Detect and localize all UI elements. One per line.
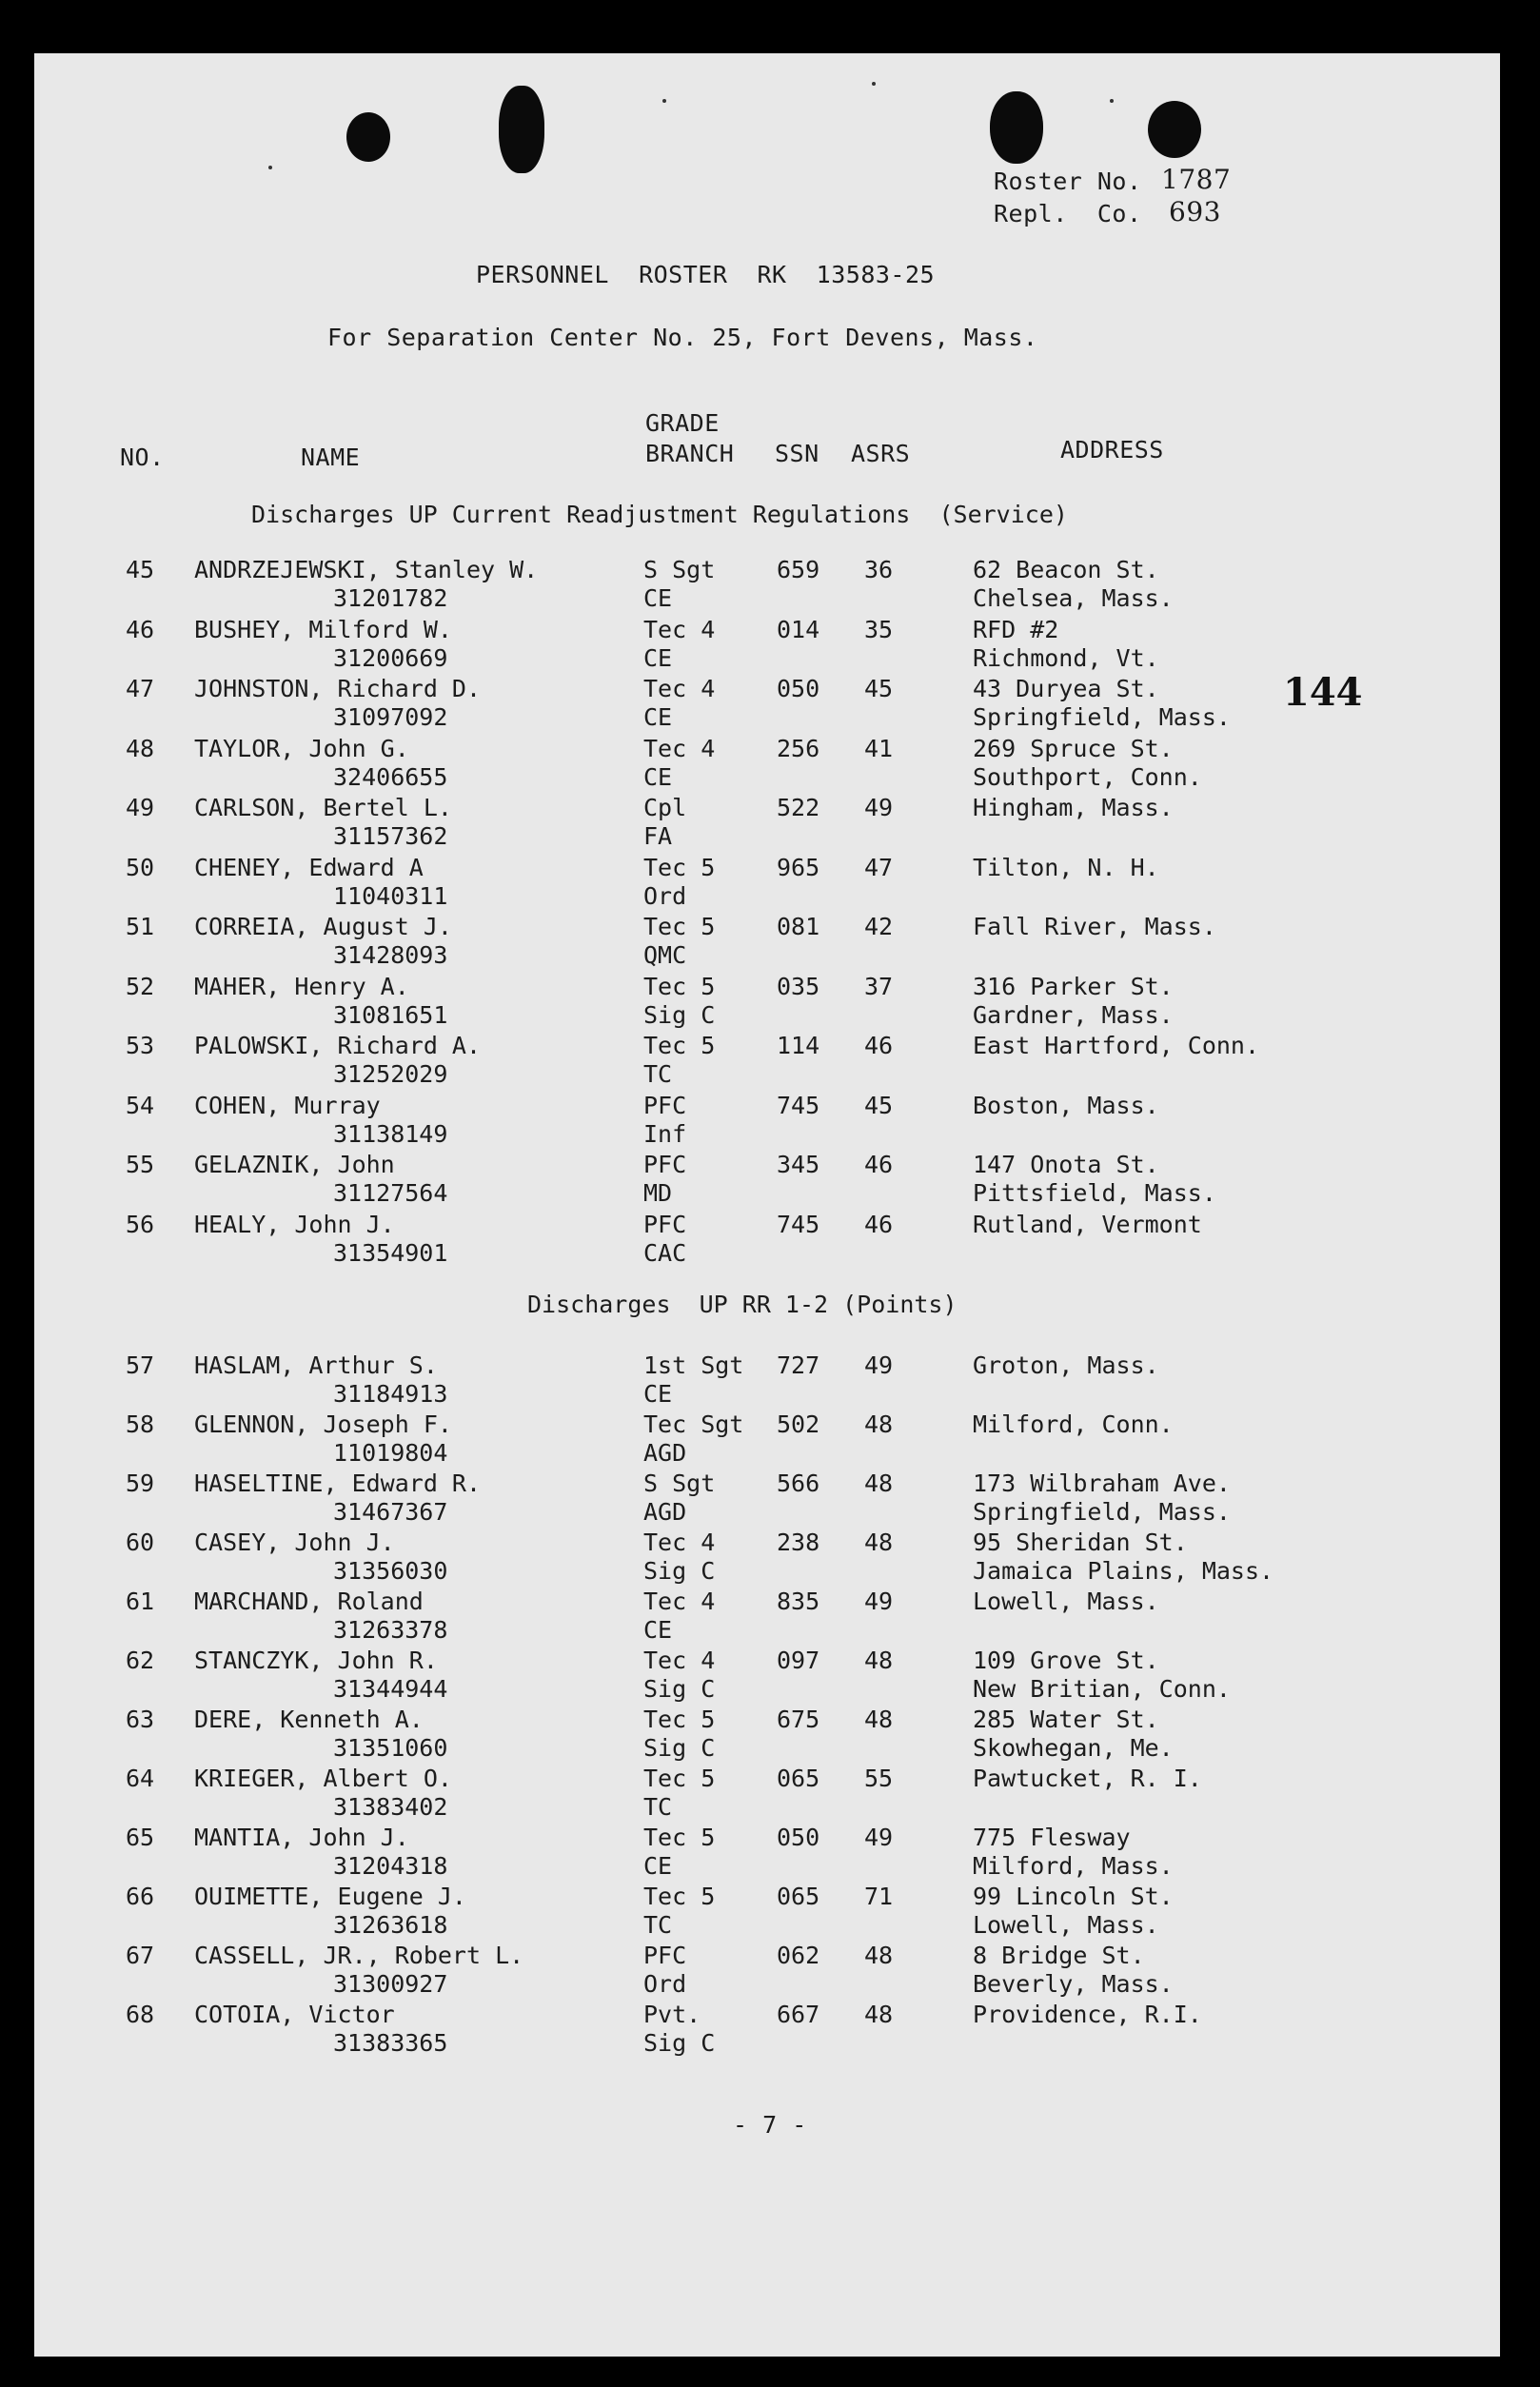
grade: Tec 4	[643, 675, 716, 702]
serial-number: 31467367	[333, 1498, 448, 1526]
asrs-score: 49	[864, 1588, 894, 1615]
grade: Pvt.	[643, 2001, 701, 2028]
asrs-score: 49	[864, 1351, 894, 1379]
branch: FA	[643, 822, 673, 850]
row-number: 59	[126, 1470, 155, 1497]
speck	[662, 99, 666, 103]
address-line-1: Pawtucket, R. I.	[973, 1765, 1202, 1792]
roster-row	[34, 1351, 1500, 1410]
soldier-name: COHEN, Murray	[194, 1091, 381, 1119]
serial-number: 31127564	[333, 1179, 448, 1207]
address-line-2: Milford, Mass.	[973, 1852, 1174, 1880]
punch-hole	[346, 112, 390, 162]
grade: Tec 5	[643, 853, 716, 881]
row-number: 49	[126, 794, 155, 821]
grade: Tec 5	[643, 1706, 716, 1733]
asrs-score: 71	[864, 1883, 894, 1910]
serial-number: 31081651	[333, 1000, 448, 1029]
branch: TC	[643, 1911, 673, 1939]
grade: Tec 5	[643, 972, 716, 1000]
ssn: 035	[777, 972, 820, 1000]
asrs-score: 55	[864, 1765, 894, 1792]
serial-number: 31351060	[333, 1734, 448, 1762]
roster-row	[34, 735, 1500, 794]
asrs-score: 45	[864, 675, 894, 702]
asrs-score: 37	[864, 972, 894, 1000]
grade: PFC	[643, 1210, 687, 1238]
punch-hole	[990, 91, 1043, 164]
col-header-branch: BRANCH	[645, 440, 735, 467]
col-header-no: NO.	[120, 444, 165, 471]
grade: PFC	[643, 1091, 687, 1119]
roster-row	[34, 1470, 1500, 1529]
serial-number: 31097092	[333, 703, 448, 731]
address-line-1: 99 Lincoln St.	[973, 1883, 1174, 1910]
asrs-score: 46	[864, 1210, 894, 1238]
ssn: 522	[777, 794, 820, 821]
branch: MD	[643, 1179, 673, 1207]
row-number: 55	[126, 1151, 155, 1178]
serial-number: 31428093	[333, 941, 448, 969]
soldier-name: PALOWSKI, Richard A.	[194, 1032, 482, 1059]
soldier-name: MAHER, Henry A.	[194, 972, 409, 1000]
grade: Tec 4	[643, 1647, 716, 1674]
address-line-2: Gardner, Mass.	[973, 1000, 1174, 1029]
roster-row	[34, 1647, 1500, 1706]
serial-number: 31383402	[333, 1793, 448, 1821]
address-line-1: 147 Onota St.	[973, 1151, 1159, 1178]
roster-no-value: 1787	[1161, 164, 1232, 195]
row-number: 48	[126, 734, 155, 762]
serial-number: 31383365	[333, 2029, 448, 2057]
row-number: 57	[126, 1351, 155, 1379]
ssn: 114	[777, 1032, 820, 1059]
soldier-name: KRIEGER, Albert O.	[194, 1765, 452, 1792]
address-line-1: 316 Parker St.	[973, 972, 1174, 1000]
soldier-name: GELAZNIK, John	[194, 1151, 395, 1178]
ssn: 065	[777, 1765, 820, 1792]
roster-row	[34, 973, 1500, 1032]
asrs-score: 49	[864, 1824, 894, 1851]
section-heading-service: Discharges UP Current Readjustment Regulations (Service)	[251, 501, 1068, 528]
row-number: 50	[126, 853, 155, 881]
grade: Tec 4	[643, 615, 716, 643]
branch: CE	[643, 584, 673, 612]
branch: AGD	[643, 1498, 687, 1526]
ssn: 745	[777, 1091, 820, 1119]
ssn: 659	[777, 556, 820, 583]
punch-hole	[1148, 101, 1201, 158]
asrs-score: 35	[864, 615, 894, 643]
branch: CE	[643, 1380, 673, 1408]
roster-title: PERSONNEL ROSTER RK 13583-25	[476, 261, 936, 288]
row-number: 56	[126, 1210, 155, 1238]
soldier-name: TAYLOR, John G.	[194, 734, 409, 762]
row-number: 62	[126, 1647, 155, 1674]
branch: Sig C	[643, 1734, 716, 1762]
grade: 1st Sgt	[643, 1351, 744, 1379]
serial-number: 31344944	[333, 1675, 448, 1703]
soldier-name: COTOIA, Victor	[194, 2001, 395, 2028]
row-number: 64	[126, 1765, 155, 1792]
address-line-1: 95 Sheridan St.	[973, 1529, 1188, 1556]
branch: Sig C	[643, 1000, 716, 1029]
soldier-name: STANCZYK, John R.	[194, 1647, 438, 1674]
row-number: 66	[126, 1883, 155, 1910]
grade: S Sgt	[643, 1470, 716, 1497]
soldier-name: BUSHEY, Milford W.	[194, 615, 452, 643]
soldier-name: CHENEY, Edward A	[194, 853, 424, 881]
branch: Ord	[643, 1970, 687, 1998]
ssn: 062	[777, 1942, 820, 1969]
asrs-score: 48	[864, 1706, 894, 1733]
ssn: 727	[777, 1351, 820, 1379]
roster-row	[34, 1883, 1500, 1942]
ssn: 081	[777, 913, 820, 940]
asrs-score: 48	[864, 1470, 894, 1497]
grade: Tec 4	[643, 1588, 716, 1615]
address-line-1: Fall River, Mass.	[973, 913, 1216, 940]
serial-number: 11040311	[333, 881, 448, 910]
roster-row	[34, 616, 1500, 675]
ssn: 345	[777, 1151, 820, 1178]
grade: Tec 5	[643, 1824, 716, 1851]
soldier-name: CASSELL, JR., Robert L.	[194, 1942, 524, 1969]
asrs-score: 36	[864, 556, 894, 583]
grade: Tec 4	[643, 734, 716, 762]
address-line-1: 62 Beacon St.	[973, 556, 1159, 583]
serial-number: 31184913	[333, 1380, 448, 1408]
row-number: 45	[126, 556, 155, 583]
address-line-1: 109 Grove St.	[973, 1647, 1159, 1674]
row-number: 53	[126, 1032, 155, 1059]
serial-number: 31204318	[333, 1852, 448, 1880]
branch: CE	[643, 643, 673, 672]
page-footer: - 7 -	[733, 2111, 807, 2139]
ssn: 256	[777, 734, 820, 762]
margin-page-number: 144	[1283, 670, 1363, 715]
soldier-name: HASLAM, Arthur S.	[194, 1351, 438, 1379]
roster-row	[34, 794, 1500, 853]
grade: PFC	[643, 1942, 687, 1969]
address-line-1: Boston, Mass.	[973, 1091, 1159, 1119]
roster-row	[34, 675, 1500, 734]
row-number: 65	[126, 1824, 155, 1851]
ssn: 745	[777, 1210, 820, 1238]
speck	[268, 166, 272, 169]
soldier-name: HASELTINE, Edward R.	[194, 1470, 482, 1497]
serial-number: 31300927	[333, 1970, 448, 1998]
col-header-asrs: ASRS	[851, 440, 911, 467]
row-number: 47	[126, 675, 155, 702]
soldier-name: ANDRZEJEWSKI, Stanley W.	[194, 556, 539, 583]
roster-row	[34, 1032, 1500, 1091]
serial-number: 32406655	[333, 762, 448, 791]
ssn: 065	[777, 1883, 820, 1910]
row-number: 58	[126, 1410, 155, 1438]
asrs-score: 48	[864, 1410, 894, 1438]
branch: QMC	[643, 941, 687, 969]
asrs-score: 49	[864, 794, 894, 821]
roster-row	[34, 1706, 1500, 1765]
grade: S Sgt	[643, 556, 716, 583]
asrs-score: 47	[864, 853, 894, 881]
soldier-name: CASEY, John J.	[194, 1529, 395, 1556]
serial-number: 31263378	[333, 1616, 448, 1644]
roster-row	[34, 854, 1500, 913]
address-line-1: Lowell, Mass.	[973, 1588, 1159, 1615]
grade: Tec Sgt	[643, 1410, 744, 1438]
ssn: 667	[777, 2001, 820, 2028]
address-line-2: Lowell, Mass.	[973, 1911, 1159, 1939]
address-line-1: 8 Bridge St.	[973, 1942, 1145, 1969]
address-line-1: East Hartford, Conn.	[973, 1032, 1260, 1059]
ssn: 050	[777, 1824, 820, 1851]
branch: CE	[643, 1616, 673, 1644]
col-header-ssn: SSN	[775, 440, 819, 467]
address-line-2: Pittsfield, Mass.	[973, 1179, 1216, 1207]
soldier-name: CORREIA, August J.	[194, 913, 452, 940]
branch: CE	[643, 762, 673, 791]
grade: Tec 5	[643, 1765, 716, 1792]
branch: TC	[643, 1793, 673, 1821]
roster-row	[34, 1765, 1500, 1824]
address-line-2: Jamaica Plains, Mass.	[973, 1557, 1274, 1585]
branch: CE	[643, 703, 673, 731]
asrs-score: 46	[864, 1032, 894, 1059]
address-line-1: Providence, R.I.	[973, 2001, 1202, 2028]
ssn: 835	[777, 1588, 820, 1615]
soldier-name: GLENNON, Joseph F.	[194, 1410, 452, 1438]
grade: Tec 5	[643, 1883, 716, 1910]
row-number: 68	[126, 2001, 155, 2028]
asrs-score: 42	[864, 913, 894, 940]
ssn: 675	[777, 1706, 820, 1733]
serial-number: 31200669	[333, 643, 448, 672]
address-line-1: Rutland, Vermont	[973, 1210, 1202, 1238]
address-line-1: 285 Water St.	[973, 1706, 1159, 1733]
ssn: 097	[777, 1647, 820, 1674]
serial-number: 11019804	[333, 1439, 448, 1467]
branch: Inf	[643, 1119, 687, 1148]
address-line-1: 269 Spruce St.	[973, 734, 1174, 762]
punch-hole	[499, 86, 544, 173]
row-number: 51	[126, 913, 155, 940]
row-number: 61	[126, 1588, 155, 1615]
ssn: 014	[777, 615, 820, 643]
col-header-grade: GRADE	[645, 409, 720, 437]
roster-row	[34, 1529, 1500, 1588]
roster-row	[34, 1211, 1500, 1270]
address-line-2: Southport, Conn.	[973, 762, 1202, 791]
speck	[1110, 99, 1114, 103]
soldier-name: DERE, Kenneth A.	[194, 1706, 424, 1733]
asrs-score: 48	[864, 2001, 894, 2028]
address-line-1: Groton, Mass.	[973, 1351, 1159, 1379]
roster-row	[34, 1942, 1500, 2001]
grade: PFC	[643, 1151, 687, 1178]
roster-row	[34, 1824, 1500, 1883]
roster-row	[34, 913, 1500, 972]
document-page	[34, 53, 1500, 2357]
soldier-name: MANTIA, John J.	[194, 1824, 409, 1851]
address-line-2: Skowhegan, Me.	[973, 1734, 1174, 1762]
ssn: 238	[777, 1529, 820, 1556]
roster-no-label: Roster No.	[994, 168, 1142, 195]
ssn: 502	[777, 1410, 820, 1438]
serial-number: 31201782	[333, 584, 448, 612]
asrs-score: 48	[864, 1942, 894, 1969]
address-line-2: Springfield, Mass.	[973, 1498, 1231, 1526]
ssn: 050	[777, 675, 820, 702]
soldier-name: CARLSON, Bertel L.	[194, 794, 452, 821]
address-line-1: Tilton, N. H.	[973, 853, 1159, 881]
row-number: 67	[126, 1942, 155, 1969]
speck	[872, 82, 876, 86]
section-heading-points: Discharges UP RR 1-2 (Points)	[527, 1291, 958, 1318]
serial-number: 31252029	[333, 1060, 448, 1088]
soldier-name: MARCHAND, Roland	[194, 1588, 424, 1615]
serial-number: 31157362	[333, 822, 448, 850]
row-number: 63	[126, 1706, 155, 1733]
roster-row	[34, 2001, 1500, 2060]
col-header-name: NAME	[301, 444, 361, 471]
branch: Ord	[643, 881, 687, 910]
roster-subtitle: For Separation Center No. 25, Fort Devens, Mass.	[327, 324, 1038, 351]
asrs-score: 41	[864, 734, 894, 762]
address-line-2: Springfield, Mass.	[973, 703, 1231, 731]
address-line-2: New Britian, Conn.	[973, 1675, 1231, 1703]
roster-row	[34, 1151, 1500, 1210]
serial-number: 31263618	[333, 1911, 448, 1939]
address-line-1: RFD #2	[973, 615, 1059, 643]
address-line-1: Hingham, Mass.	[973, 794, 1174, 821]
roster-row	[34, 1092, 1500, 1151]
ssn: 965	[777, 853, 820, 881]
row-number: 60	[126, 1529, 155, 1556]
branch: AGD	[643, 1439, 687, 1467]
branch: Sig C	[643, 2029, 716, 2057]
soldier-name: OUIMETTE, Eugene J.	[194, 1883, 466, 1910]
asrs-score: 45	[864, 1091, 894, 1119]
row-number: 54	[126, 1091, 155, 1119]
grade: Tec 5	[643, 1032, 716, 1059]
address-line-2: Beverly, Mass.	[973, 1970, 1174, 1998]
roster-row	[34, 1410, 1500, 1470]
row-number: 52	[126, 972, 155, 1000]
grade: Cpl	[643, 794, 687, 821]
branch: Sig C	[643, 1675, 716, 1703]
col-header-address: ADDRESS	[1060, 436, 1164, 464]
grade: Tec 5	[643, 913, 716, 940]
soldier-name: HEALY, John J.	[194, 1210, 395, 1238]
branch: TC	[643, 1060, 673, 1088]
repl-co-label: Repl. Co.	[994, 200, 1142, 227]
branch: CE	[643, 1852, 673, 1880]
repl-co-value: 693	[1169, 196, 1221, 227]
branch: CAC	[643, 1238, 687, 1267]
serial-number: 31356030	[333, 1557, 448, 1585]
roster-row	[34, 1588, 1500, 1647]
address-line-1: Milford, Conn.	[973, 1410, 1174, 1438]
grade: Tec 4	[643, 1529, 716, 1556]
address-line-1: 173 Wilbraham Ave.	[973, 1470, 1231, 1497]
branch: Sig C	[643, 1557, 716, 1585]
serial-number: 31354901	[333, 1238, 448, 1267]
soldier-name: JOHNSTON, Richard D.	[194, 675, 482, 702]
asrs-score: 48	[864, 1529, 894, 1556]
asrs-score: 46	[864, 1151, 894, 1178]
row-number: 46	[126, 615, 155, 643]
address-line-2: Richmond, Vt.	[973, 643, 1159, 672]
address-line-1: 43 Duryea St.	[973, 675, 1159, 702]
asrs-score: 48	[864, 1647, 894, 1674]
ssn: 566	[777, 1470, 820, 1497]
address-line-1: 775 Flesway	[973, 1824, 1131, 1851]
serial-number: 31138149	[333, 1119, 448, 1148]
roster-row	[34, 556, 1500, 615]
address-line-2: Chelsea, Mass.	[973, 584, 1174, 612]
